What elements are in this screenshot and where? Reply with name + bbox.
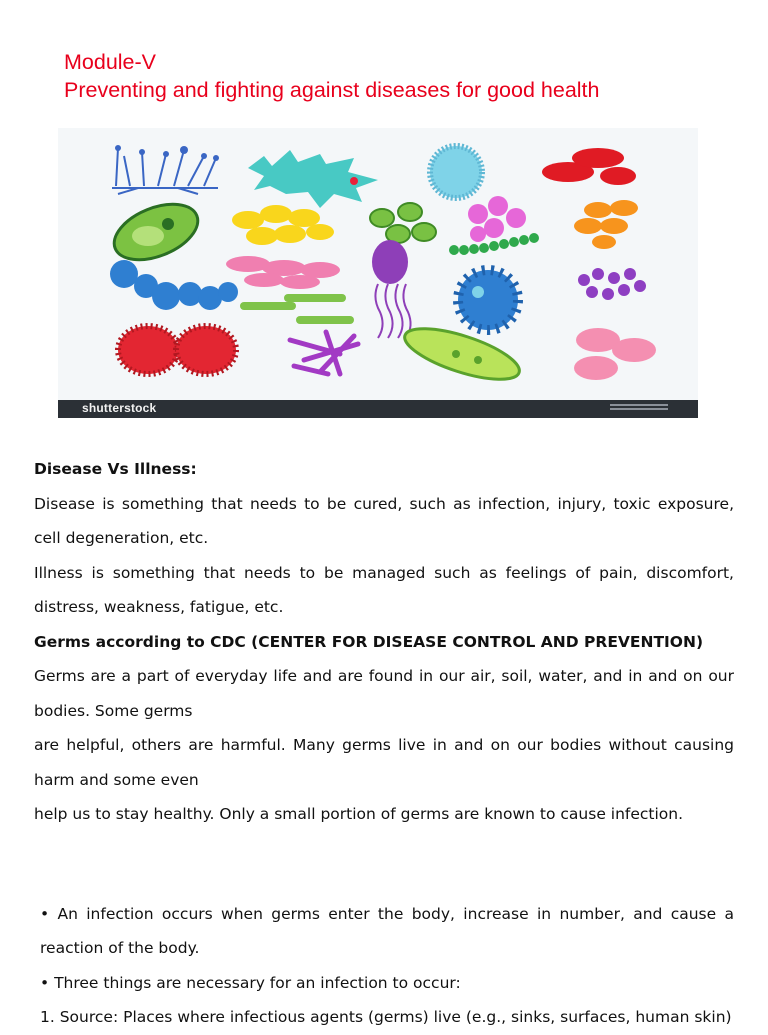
page-title (64, 48, 599, 104)
module-label: Module-V (64, 50, 157, 74)
disease-definition: Disease is something that needs to be cured, such as infection, injury, toxic exposure, cell degeneration, etc. (34, 494, 734, 547)
shutterstock-logo: shutterstock (82, 401, 157, 415)
disease-heading: Disease Vs Illness: (34, 460, 197, 478)
bullet-three-things: • Three things are necessary for an infection to occur: (40, 973, 461, 992)
germs-illustration (58, 128, 698, 418)
watermark-bar (58, 400, 698, 418)
germs-paragraph-3: help us to stay healthy. Only a small portion of germs are known to cause infection. (34, 805, 684, 823)
germs-heading: Germs according to CDC (CENTER FOR DISEASE CONTROL AND PREVENTION) (34, 632, 704, 651)
spacer (34, 832, 734, 897)
image-meta-lines (610, 403, 668, 413)
module-subtitle: Preventing and fighting against diseases for good health (64, 78, 600, 102)
germs-paragraph-2: are helpful, others are harmful. Many germs live in and on our bodies without causing harm and some even (34, 736, 734, 789)
document-body (34, 452, 734, 1035)
germs-illustration-icon (58, 128, 698, 400)
illness-definition: Illness is something that needs to be managed such as feelings of pain, discomfort, distress, weakness, fatigue, etc. (34, 563, 734, 616)
virus-germ (430, 146, 482, 198)
bullet-infection: • An infection occurs when germs enter the body, increase in number, and cause a reaction of the body. (40, 904, 734, 957)
amoeba-germ (248, 150, 378, 208)
germs-paragraph-1: Germs are a part of everyday life and are found in our air, soil, water, and in and on our bodies. Some germs (34, 667, 734, 720)
list-item-source: 1. Source: Places where infectious agents (germs) live (e.g., sinks, surfaces, human skin) (40, 1008, 732, 1026)
